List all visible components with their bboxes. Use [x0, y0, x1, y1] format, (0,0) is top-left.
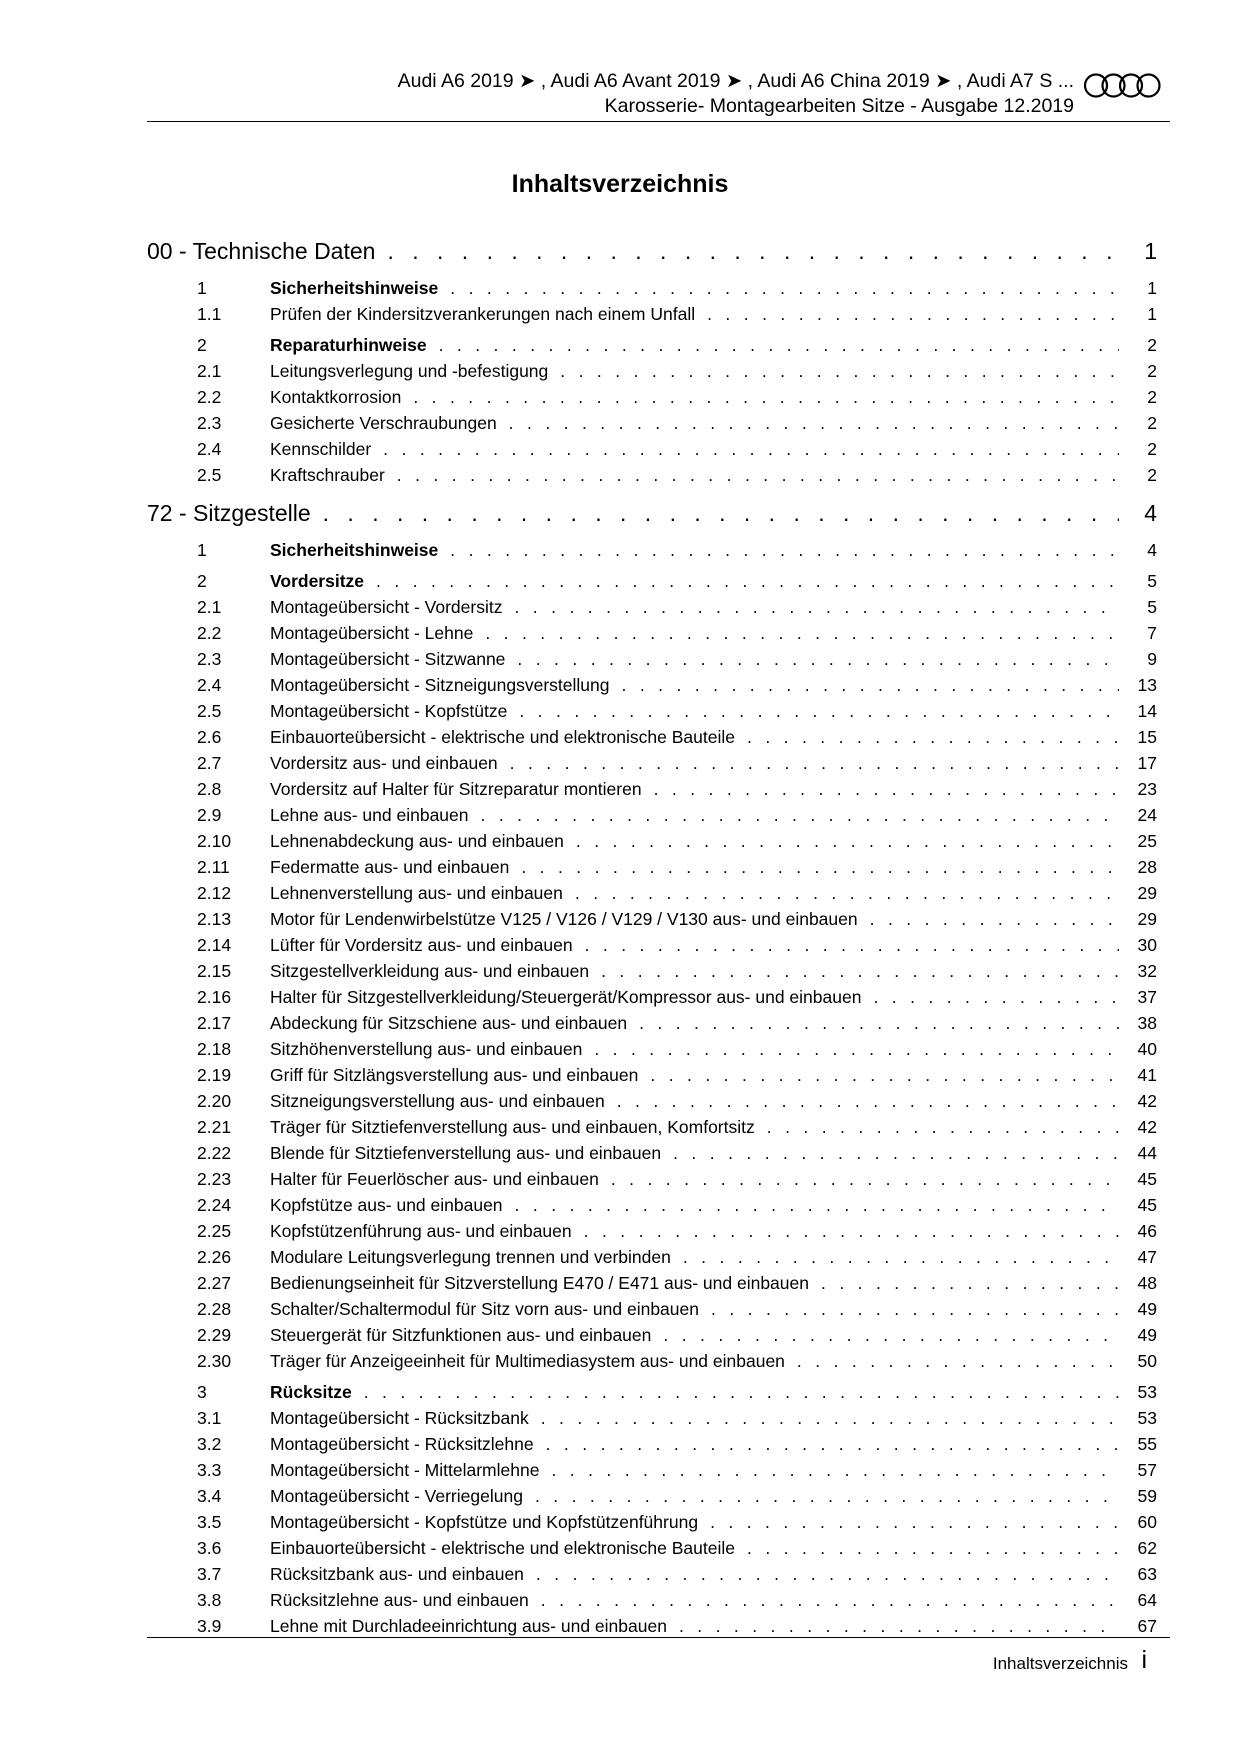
toc-subsection-title: Bedienungseinheit für Sitzverstellung E470 / E471 aus- und einbauen	[270, 1273, 809, 1293]
toc-page-number: 1	[1144, 238, 1157, 264]
toc-subsection[interactable]	[147, 1408, 1157, 1434]
toc-subsection-number: 2.12	[197, 883, 232, 903]
toc-subsection[interactable]	[147, 1247, 1157, 1273]
toc-page-number: 9	[1147, 649, 1157, 669]
toc-page-number: 47	[1137, 1247, 1157, 1267]
toc-subsection-number: 1.1	[197, 304, 222, 324]
toc-subsection-title: Modulare Leitungsverlegung trennen und verbinden	[270, 1247, 671, 1267]
toc-subsection-title: Montageübersicht - Rücksitzbank	[270, 1408, 529, 1428]
toc-subsection-title: Montageübersicht - Sitzneigungsverstellung	[270, 675, 610, 695]
toc-page-number: 15	[1137, 727, 1157, 747]
toc-subsection-title: Montageübersicht - Verriegelung	[270, 1486, 523, 1506]
toc-subsection-title: Halter für Sitzgestellverkleidung/Steuergerät/Kompressor aus- und einbauen	[270, 987, 862, 1007]
toc-subsection-number: 2.2	[197, 623, 222, 643]
toc-page-number: 46	[1137, 1221, 1157, 1241]
toc-sublist	[147, 361, 1157, 491]
toc-leader-dots	[584, 1221, 1119, 1242]
toc-page-number: 44	[1137, 1143, 1157, 1163]
toc-page-number: 45	[1137, 1169, 1157, 1189]
toc-subsection-title: Schalter/Schaltermodul für Sitz vorn aus- und einbauen	[270, 1299, 699, 1319]
toc-page-number: 40	[1137, 1039, 1157, 1059]
toc-leader-dots	[519, 701, 1119, 722]
toc-subsection[interactable]	[147, 439, 1157, 465]
toc-subsection[interactable]	[147, 1325, 1157, 1351]
toc-subsection[interactable]	[147, 1538, 1157, 1564]
toc-page-number: 13	[1137, 675, 1157, 695]
toc-section-72-1[interactable]	[147, 540, 1157, 566]
toc-section-72-2[interactable]	[147, 571, 1157, 597]
toc-leader-dots	[710, 1512, 1119, 1533]
toc-leader-dots	[383, 439, 1119, 460]
toc-subsection-title: Lehne mit Durchladeeinrichtung aus- und einbauen	[270, 1616, 667, 1636]
toc-leader-dots	[611, 1169, 1119, 1190]
toc-leader-dots	[576, 831, 1119, 852]
toc-subsection[interactable]	[147, 1143, 1157, 1169]
footer-page-number: i	[1141, 1646, 1147, 1674]
toc-subsection-number: 2.25	[197, 1221, 232, 1241]
toc-leader-dots	[585, 935, 1119, 956]
toc-page-number: 59	[1137, 1486, 1157, 1506]
toc-subsection-title: Rücksitzlehne aus- und einbauen	[270, 1590, 529, 1610]
toc-subsection-title: Einbauorteübersicht - elektrische und elektronische Bauteile	[270, 727, 735, 747]
toc-leader-dots	[601, 961, 1119, 982]
toc-leader-dots	[541, 1590, 1119, 1611]
toc-page-number: 17	[1137, 753, 1157, 773]
toc-subsection[interactable]	[147, 1039, 1157, 1065]
toc-leader-dots	[514, 597, 1119, 618]
toc-page-number: 48	[1137, 1273, 1157, 1293]
toc-leader-dots	[560, 361, 1119, 382]
toc-subsection-title: Montageübersicht - Lehne	[270, 623, 474, 643]
toc-subsection[interactable]	[147, 1590, 1157, 1616]
toc-subsection[interactable]	[147, 935, 1157, 961]
toc-subsection-number: 2.18	[197, 1039, 232, 1059]
toc-subsection-title: Rücksitzbank aus- und einbauen	[270, 1564, 524, 1584]
toc-page-number: 24	[1137, 805, 1157, 825]
toc-page-number: 32	[1137, 961, 1157, 981]
toc-page-number: 23	[1137, 779, 1157, 799]
toc-page-number: 2	[1147, 387, 1157, 407]
toc-chapter-72[interactable]	[147, 500, 1157, 535]
toc-page-number: 55	[1137, 1434, 1157, 1454]
toc-leader-dots	[450, 278, 1119, 299]
toc-leader-dots	[617, 1091, 1119, 1112]
toc-leader-dots	[594, 1039, 1119, 1060]
toc-page-number: 1	[1147, 278, 1157, 298]
toc-page-number: 63	[1137, 1564, 1157, 1584]
toc-leader-dots	[485, 623, 1119, 644]
toc-subsection-number: 2.30	[197, 1351, 232, 1371]
toc-subsection[interactable]	[147, 361, 1157, 387]
toc-subsection-title: Montageübersicht - Vordersitz	[270, 597, 503, 617]
toc-subsection[interactable]	[147, 649, 1157, 675]
toc-subsection-title: Lehnenabdeckung aus- und einbauen	[270, 831, 564, 851]
toc-subsection[interactable]	[147, 1091, 1157, 1117]
toc-subsection-title: Kraftschrauber	[270, 465, 385, 485]
toc-sublist	[147, 1408, 1157, 1642]
toc-subsection-title: Abdeckung für Sitzschiene aus- und einbauen	[270, 1013, 628, 1033]
toc-subsection[interactable]	[147, 1616, 1157, 1642]
header-subtitle-line: Karosserie- Montagearbeiten Sitze - Ausgabe 12.2019	[604, 95, 1074, 117]
toc-subsection-title: Einbauorteübersicht - elektrische und elektronische Bauteile	[270, 1538, 735, 1558]
toc-page-number: 25	[1137, 831, 1157, 851]
toc-leader-dots	[413, 387, 1119, 408]
toc-page-number: 2	[1147, 335, 1157, 355]
toc-subsection[interactable]	[147, 413, 1157, 439]
toc-page-number: 29	[1137, 909, 1157, 929]
toc-leader-dots	[683, 1247, 1119, 1268]
toc-page-number: 2	[1147, 361, 1157, 381]
toc-subsection-number: 3.9	[197, 1616, 222, 1636]
toc-leader-dots	[622, 675, 1120, 696]
toc-subsection-number: 2.15	[197, 961, 232, 981]
toc-leader-dots	[546, 1434, 1119, 1455]
toc-section-title: Reparaturhinweise	[270, 335, 427, 355]
header-divider	[147, 121, 1170, 122]
toc-subsection-title: Montageübersicht - Rücksitzlehne	[270, 1434, 534, 1454]
toc-subsection-number: 2.21	[197, 1117, 232, 1137]
toc-leader-dots	[517, 649, 1119, 670]
toc-subsection-title: Blende für Sitztiefenverstellung aus- und einbauen	[270, 1143, 662, 1163]
toc-subsection-title: Lehne aus- und einbauen	[270, 805, 469, 825]
toc-leader-dots	[535, 1486, 1119, 1507]
toc-subsection-title: Montageübersicht - Kopfstütze und Kopfstützenführung	[270, 1512, 699, 1532]
toc-subsection[interactable]	[147, 1195, 1157, 1221]
toc-subsection[interactable]	[147, 1013, 1157, 1039]
toc-section-number: 1	[197, 540, 207, 560]
toc-subsection-title: Kontaktkorrosion	[270, 387, 402, 407]
footer-label: Inhaltsverzeichnis	[992, 1654, 1128, 1673]
toc-subsection-title: Montageübersicht - Sitzwanne	[270, 649, 506, 669]
toc-subsection[interactable]	[147, 465, 1157, 491]
toc-leader-dots	[364, 1382, 1119, 1403]
toc-subsection[interactable]	[147, 1169, 1157, 1195]
toc-leader-dots	[679, 1616, 1119, 1637]
footer-divider	[147, 1637, 1170, 1638]
toc-subsection-title: Lüfter für Vordersitz aus- und einbauen	[270, 935, 573, 955]
toc-page-number: 2	[1147, 439, 1157, 459]
toc-leader-dots	[521, 857, 1119, 878]
toc-section-00-2[interactable]	[147, 335, 1157, 361]
toc-sublist	[147, 304, 1157, 330]
toc-page-number: 28	[1137, 857, 1157, 877]
toc-subsection-number: 2.4	[197, 675, 222, 695]
toc-subsection-number: 2.6	[197, 727, 222, 747]
toc-subsection-number: 2.4	[197, 439, 222, 459]
toc-page-number: 5	[1147, 597, 1157, 617]
toc-subsection[interactable]	[147, 883, 1157, 909]
toc-section-72-3[interactable]	[147, 1382, 1157, 1408]
toc-subsection-number: 2.2	[197, 387, 222, 407]
toc-page-number: 5	[1147, 571, 1157, 591]
toc-subsection[interactable]	[147, 753, 1157, 779]
toc-leader-dots	[707, 304, 1119, 325]
toc-subsection[interactable]	[147, 1434, 1157, 1460]
toc-subsection-number: 2.8	[197, 779, 222, 799]
toc-subsection-title: Sitzneigungsverstellung aus- und einbauen	[270, 1091, 605, 1111]
toc-page-number: 14	[1137, 701, 1157, 721]
toc-leader-dots	[747, 1538, 1119, 1559]
toc-subsection-title: Federmatte aus- und einbauen	[270, 857, 510, 877]
toc-subsection[interactable]	[147, 701, 1157, 727]
toc-subsection-title: Kennschilder	[270, 439, 372, 459]
toc-section-title: Sicherheitshinweise	[270, 278, 439, 298]
toc-subsection-number: 2.11	[197, 857, 230, 877]
toc-subsection-title: Montageübersicht - Mittelarmlehne	[270, 1460, 540, 1480]
toc-subsection-number: 2.19	[197, 1065, 232, 1085]
toc-subsection-title: Kopfstütze aus- und einbauen	[270, 1195, 503, 1215]
toc-subsection[interactable]	[147, 1351, 1157, 1377]
toc-subsection[interactable]	[147, 909, 1157, 935]
toc-leader-dots	[673, 1143, 1119, 1164]
toc-subsection-title: Träger für Sitztiefenverstellung aus- und einbauen, Komfortsitz	[270, 1117, 755, 1137]
toc-section-title: Vordersitze	[270, 571, 365, 591]
toc-page-number: 49	[1137, 1325, 1157, 1345]
toc-subsection-number: 2.24	[197, 1195, 232, 1215]
page-title: Inhaltsverzeichnis	[511, 170, 729, 198]
toc-page-number: 57	[1137, 1460, 1157, 1480]
toc-subsection-title: Motor für Lendenwirbelstütze V125 / V126 / V129 / V130 aus- und einbauen	[270, 909, 858, 929]
toc-page-number: 53	[1137, 1408, 1157, 1428]
toc-subsection-number: 3.6	[197, 1538, 222, 1558]
toc-subsection[interactable]	[147, 831, 1157, 857]
toc-page-number: 1	[1147, 304, 1157, 324]
toc-subsection-number: 2.9	[197, 805, 222, 825]
toc-subsection-number: 3.7	[197, 1564, 222, 1584]
toc-subsection-title: Lehnenverstellung aus- und einbauen	[270, 883, 563, 903]
toc-subsection-number: 3.3	[197, 1460, 222, 1480]
toc-subsection-title: Prüfen der Kindersitzverankerungen nach einem Unfall	[270, 304, 696, 324]
toc-page-number: 38	[1137, 1013, 1157, 1033]
toc-subsection[interactable]	[147, 857, 1157, 883]
toc-section-number: 3	[197, 1382, 207, 1402]
toc-subsection[interactable]	[147, 675, 1157, 701]
toc-leader-dots	[509, 413, 1119, 434]
toc-subsection-number: 3.8	[197, 1590, 222, 1610]
toc-leader-dots	[439, 335, 1119, 356]
toc-subsection-title: Leitungsverlegung und -befestigung	[270, 361, 549, 381]
toc-subsection[interactable]	[147, 623, 1157, 649]
toc-subsection-number: 2.14	[197, 935, 232, 955]
toc-subsection-number: 2.27	[197, 1273, 232, 1293]
toc-subsection-title: Halter für Feuerlöscher aus- und einbauen	[270, 1169, 599, 1189]
toc-subsection[interactable]	[147, 727, 1157, 753]
toc-leader-dots	[650, 1065, 1119, 1086]
toc-page-number: 67	[1137, 1616, 1157, 1636]
toc-chapter-title: 00 - Technische Daten	[147, 238, 376, 264]
toc-subsection-number: 2.10	[197, 831, 232, 851]
toc-page-number: 4	[1144, 500, 1157, 526]
toc-subsection-number: 2.1	[197, 597, 222, 617]
toc-subsection-number: 2.29	[197, 1325, 232, 1345]
toc-subsection-number: 2.3	[197, 649, 222, 669]
audi-rings-logo-icon	[1083, 72, 1161, 99]
toc-subsection-title: Kopfstützenführung aus- und einbauen	[270, 1221, 572, 1241]
toc-page-number: 62	[1137, 1538, 1157, 1558]
toc-leader-dots	[711, 1299, 1119, 1320]
toc-page-number: 42	[1137, 1091, 1157, 1111]
toc-leader-dots	[481, 805, 1119, 826]
toc-subsection-title: Träger für Anzeigeeinheit für Multimediasystem aus- und einbauen	[270, 1351, 785, 1371]
toc-subsection[interactable]	[147, 1486, 1157, 1512]
toc-page-number: 2	[1147, 465, 1157, 485]
toc-subsection[interactable]	[147, 779, 1157, 805]
toc-subsection[interactable]	[147, 1221, 1157, 1247]
toc-subsection[interactable]	[147, 1512, 1157, 1538]
toc-leader-dots	[515, 1195, 1119, 1216]
toc-subsection[interactable]	[147, 1065, 1157, 1091]
toc-subsection-number: 3.4	[197, 1486, 222, 1506]
toc-page-number: 41	[1137, 1065, 1157, 1085]
toc-leader-dots	[376, 571, 1119, 592]
toc-subsection-number: 2.16	[197, 987, 232, 1007]
toc-subsection-title: Montageübersicht - Kopfstütze	[270, 701, 508, 721]
toc-page-number: 53	[1137, 1382, 1157, 1402]
toc-page-number: 4	[1147, 540, 1157, 560]
toc-leader-dots	[797, 1351, 1119, 1372]
toc-leader-dots	[639, 1013, 1119, 1034]
toc-page-number: 50	[1137, 1351, 1157, 1371]
toc-subsection-number: 2.20	[197, 1091, 232, 1111]
toc-subsection-number: 3.2	[197, 1434, 222, 1454]
header-models-line: Audi A6 2019 ➤ , Audi A6 Avant 2019 ➤ , Audi A6 China 2019 ➤ , Audi A7 S ...	[397, 70, 1074, 92]
toc-leader-dots	[551, 1460, 1119, 1481]
toc-subsection-title: Sitzhöhenverstellung aus- und einbauen	[270, 1039, 583, 1059]
toc-subsection-title: Steuergerät für Sitzfunktionen aus- und einbauen	[270, 1325, 652, 1345]
toc-section-00-1[interactable]	[147, 278, 1157, 304]
toc-subsection[interactable]	[147, 1460, 1157, 1486]
toc-subsection-number: 2.23	[197, 1169, 232, 1189]
toc-subsection-title: Gesicherte Verschraubungen	[270, 413, 497, 433]
toc-subsection-number: 2.1	[197, 361, 222, 381]
toc-page-number: 60	[1137, 1512, 1157, 1532]
toc-page-number: 45	[1137, 1195, 1157, 1215]
table-of-contents	[147, 238, 1157, 1642]
toc-subsection-title: Sitzgestellverkleidung aus- und einbauen	[270, 961, 590, 981]
toc-subsection-title: Griff für Sitzlängsverstellung aus- und einbauen	[270, 1065, 639, 1085]
toc-subsection-number: 2.26	[197, 1247, 232, 1267]
toc-leader-dots	[575, 883, 1119, 904]
toc-subsection-number: 2.3	[197, 413, 222, 433]
toc-sublist	[147, 597, 1157, 1377]
toc-subsection[interactable]	[147, 805, 1157, 831]
toc-leader-dots	[450, 540, 1119, 561]
toc-leader-dots	[510, 753, 1119, 774]
toc-page-number: 49	[1137, 1299, 1157, 1319]
toc-subsection[interactable]	[147, 387, 1157, 413]
toc-leader-dots	[767, 1117, 1119, 1138]
toc-leader-dots	[397, 465, 1119, 486]
toc-page-number: 37	[1137, 987, 1157, 1007]
toc-subsection[interactable]	[147, 987, 1157, 1013]
toc-subsection[interactable]	[147, 1299, 1157, 1325]
toc-subsection-number: 2.7	[197, 753, 222, 773]
toc-section-title: Rücksitze	[270, 1382, 352, 1402]
toc-page-number: 42	[1137, 1117, 1157, 1137]
toc-leader-dots	[747, 727, 1119, 748]
toc-section-title: Sicherheitshinweise	[270, 540, 439, 560]
toc-page-number: 30	[1137, 935, 1157, 955]
toc-subsection-title: Vordersitz aus- und einbauen	[270, 753, 498, 773]
toc-subsection[interactable]	[147, 1117, 1157, 1143]
toc-subsection[interactable]	[147, 1273, 1157, 1299]
toc-leader-dots	[870, 909, 1119, 930]
toc-section-number: 1	[197, 278, 207, 298]
toc-page-number: 29	[1137, 883, 1157, 903]
toc-leader-dots	[536, 1564, 1119, 1585]
toc-subsection[interactable]	[147, 597, 1157, 623]
toc-page-number: 7	[1147, 623, 1157, 643]
toc-section-number: 2	[197, 571, 207, 591]
toc-leader-dots	[873, 987, 1119, 1008]
toc-subsection[interactable]	[147, 961, 1157, 987]
toc-leader-dots	[654, 779, 1119, 800]
toc-subsection-number: 3.5	[197, 1512, 222, 1532]
toc-subsection-number: 2.17	[197, 1013, 232, 1033]
toc-leader-dots	[821, 1273, 1119, 1294]
toc-subsection-title: Vordersitz auf Halter für Sitzreparatur montieren	[270, 779, 642, 799]
toc-leader-dots	[541, 1408, 1119, 1429]
toc-subsection-number: 2.13	[197, 909, 232, 929]
toc-subsection[interactable]	[147, 304, 1157, 330]
toc-section-number: 2	[197, 335, 207, 355]
toc-subsection-number: 2.22	[197, 1143, 232, 1163]
toc-page-number: 64	[1137, 1590, 1157, 1610]
toc-chapter-00[interactable]	[147, 238, 1157, 273]
toc-leader-dots	[663, 1325, 1119, 1346]
toc-chapter-title: 72 - Sitzgestelle	[147, 500, 311, 526]
toc-page-number: 2	[1147, 413, 1157, 433]
toc-leader-dots	[323, 500, 1119, 527]
toc-leader-dots	[387, 238, 1119, 265]
toc-subsection-number: 3.1	[197, 1408, 222, 1428]
toc-subsection-number: 2.5	[197, 701, 222, 721]
toc-subsection[interactable]	[147, 1564, 1157, 1590]
toc-subsection-number: 2.5	[197, 465, 222, 485]
toc-subsection-number: 2.28	[197, 1299, 232, 1319]
